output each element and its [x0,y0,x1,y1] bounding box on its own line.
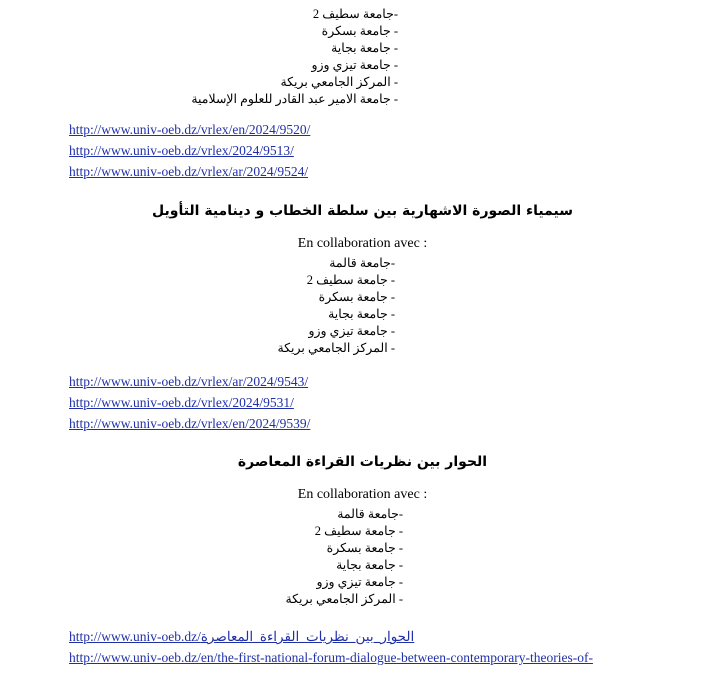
list-item: - جامعة بجاية [336,558,403,572]
hyperlink[interactable]: http://www.univ-oeb.dz/vrlex/2024/9513/ [69,143,294,158]
partner-list-section1 [277,255,395,357]
list-item: - جامعة تيزي وزو [308,324,395,338]
list-item: - المركز الجامعي بريكة [285,592,403,606]
list-item: - جامعة الامير عبد القادر للعلوم الإسلامية [191,92,398,106]
list-item: -جامعة قالمة [337,507,403,521]
partner-list-section2 [285,506,403,608]
collaboration-label: En collaboration avec : [297,236,428,251]
links-section0 [69,121,310,184]
list-item: - جامعة بجاية [328,307,395,321]
list-item: -جامعة قالمة [329,256,395,270]
list-item: - جامعة بسكرة [318,290,395,304]
section-title: سيمياء الصورة الاشهارية بين سلطة الخطاب و دينامية التأويل [152,203,573,219]
hyperlink[interactable]: http://www.univ-oeb.dz/الحوار_بين_نظريات_القراءة_المعاصرة [69,629,415,644]
list-item: - المركز الجامعي بريكة [277,341,395,355]
list-item: - جامعة بسكرة [321,24,398,38]
list-item: -جامعة سطيف 2 [312,7,398,21]
partner-list-section0 [191,6,398,108]
hyperlink[interactable]: http://www.univ-oeb.dz/en/the-first-national-forum-dialogue-between-contemporary-theories-of- [69,650,593,665]
list-item: - جامعة سطيف 2 [314,524,403,538]
hyperlink[interactable]: http://www.univ-oeb.dz/vrlex/en/2024/9539/ [69,416,311,431]
links-section2 [69,628,593,670]
collaboration-label: En collaboration avec : [297,487,428,502]
hyperlink[interactable]: http://www.univ-oeb.dz/vrlex/en/2024/9520/ [69,122,311,137]
section-title: الحوار بين نظريات القراءة المعاصرة [237,454,488,470]
list-item: - جامعة بسكرة [326,541,403,555]
links-section1 [69,373,310,436]
list-item: - جامعة بجاية [331,41,398,55]
list-item: - جامعة تيزي وزو [316,575,403,589]
list-item: - جامعة سطيف 2 [306,273,395,287]
hyperlink[interactable]: http://www.univ-oeb.dz/vrlex/2024/9531/ [69,395,294,410]
hyperlink[interactable]: http://www.univ-oeb.dz/vrlex/ar/2024/9524/ [69,164,309,179]
list-item: - المركز الجامعي بريكة [280,75,398,89]
hyperlink[interactable]: http://www.univ-oeb.dz/vrlex/ar/2024/9543/ [69,374,309,389]
list-item: - جامعة تيزي وزو [311,58,398,72]
